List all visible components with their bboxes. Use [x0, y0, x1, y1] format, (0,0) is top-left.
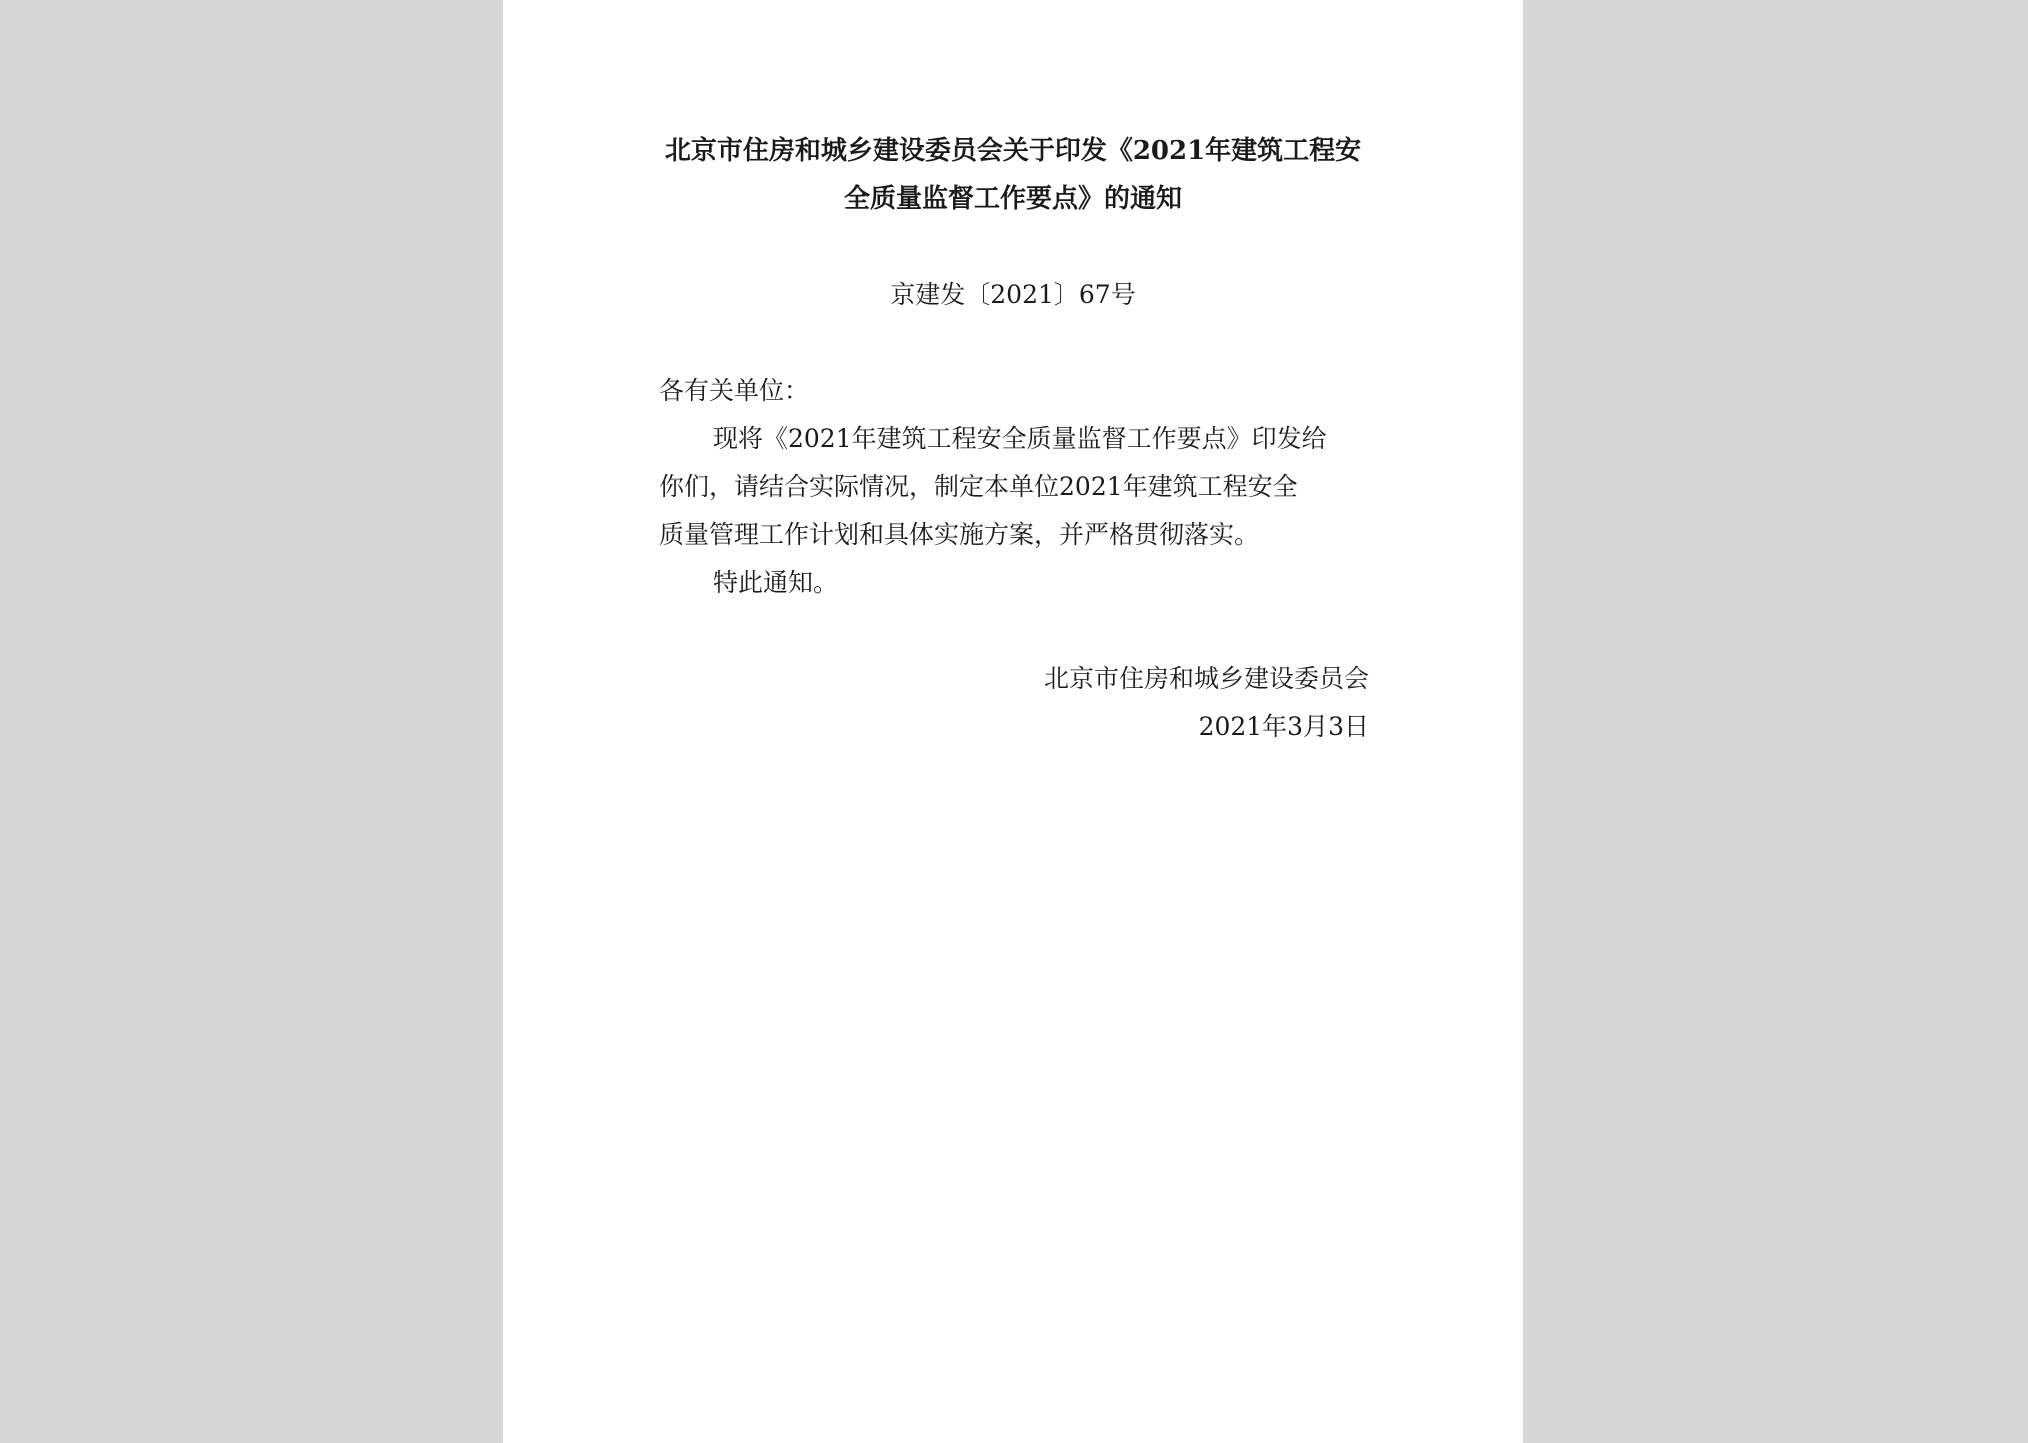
- document-title-line-1: 北京市住房和城乡建设委员会关于印发《2021年建筑工程安: [664, 136, 1362, 166]
- body-line-2: 你们，请结合实际情况，制定本单位2021年建筑工程安全: [659, 472, 1298, 501]
- document-page: [503, 0, 1523, 1443]
- document-title-line-2: 全质量监督工作要点》的通知: [843, 184, 1182, 214]
- signature-organization: 北京市住房和城乡建设委员会: [1043, 664, 1369, 693]
- document-number: 京建发〔2021〕67号: [890, 280, 1136, 309]
- closing-line: 特此通知。: [713, 568, 839, 597]
- body-line-1: 现将《2021年建筑工程安全质量监督工作要点》印发给: [713, 424, 1327, 453]
- body-line-3: 质量管理工作计划和具体实施方案，并严格贯彻落实。: [659, 520, 1260, 549]
- salutation: 各有关单位：: [659, 376, 810, 405]
- signature-date: 2021年3月3日: [1198, 712, 1369, 741]
